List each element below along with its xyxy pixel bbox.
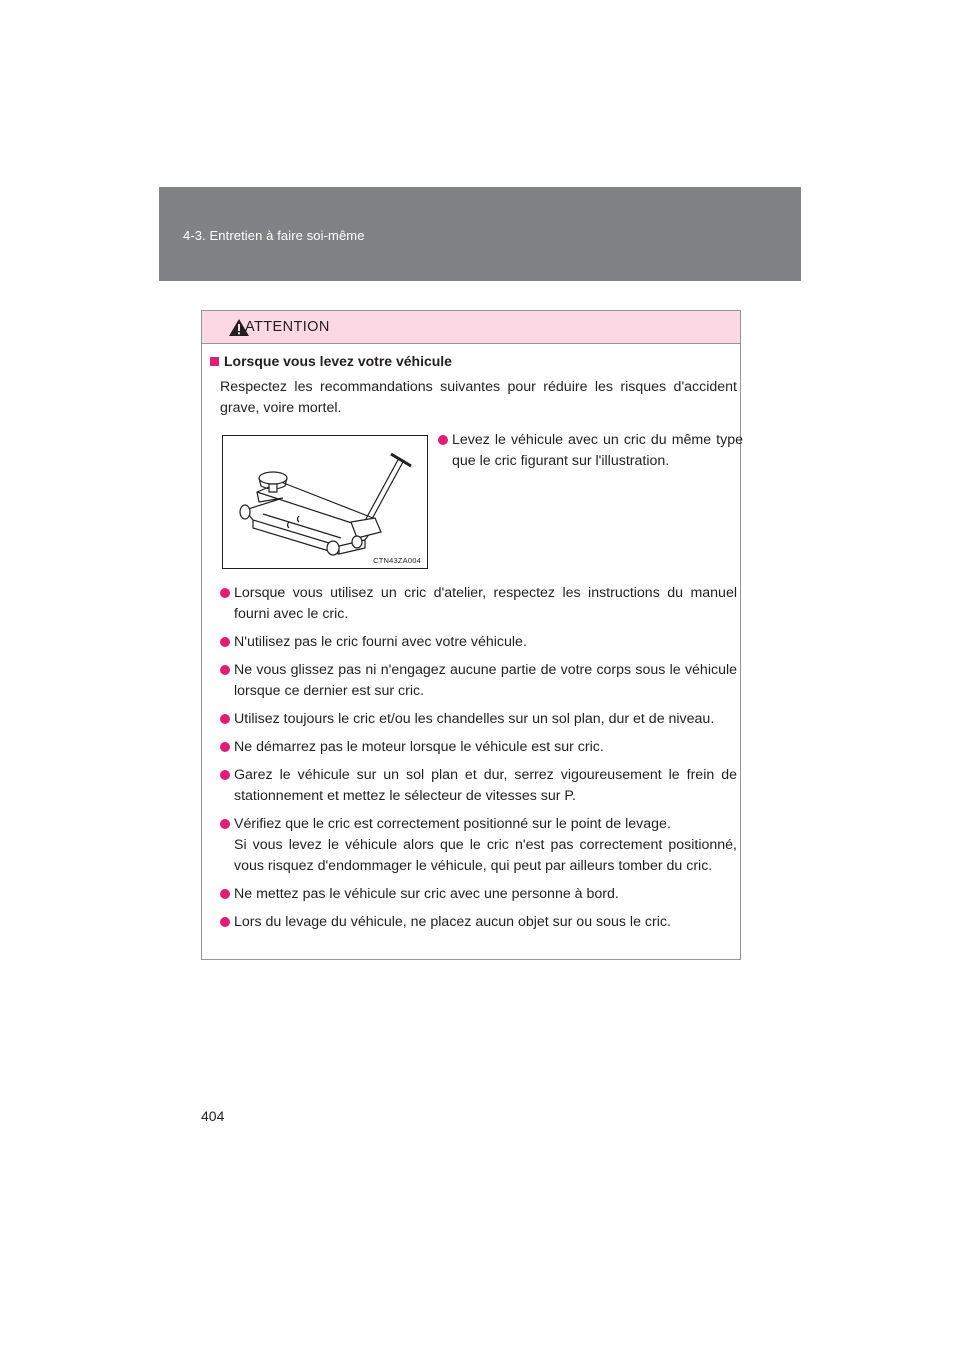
warning-header <box>202 311 740 344</box>
list-item <box>220 884 737 905</box>
bullet-text: Ne vous glissez pas ni n'engagez aucune partie de votre corps sous le véhicule lorsque ce dernier est sur cric. <box>234 662 737 699</box>
subsection-heading <box>210 353 452 369</box>
bullet-text: N'utilisez pas le cric fourni avec votre véhicule. <box>234 634 527 650</box>
bullet-text: Lorsque vous utilisez un cric d'atelier, respectez les instructions du manuel fourni avec le cric. <box>234 585 737 622</box>
bullet-continuation-text: Si vous levez le véhicule alors que le cric n'est pas correctement positionné, vous risquez d'endommager le véhicule, qui peut par ailleurs tomber du cric. <box>234 837 737 874</box>
list-item <box>220 709 737 730</box>
bullet-icon <box>438 435 448 445</box>
list-item <box>220 765 737 807</box>
bullet-icon <box>220 770 230 780</box>
bullet-icon <box>220 665 230 675</box>
bullet-text: Ne démarrez pas le moteur lorsque le véhicule est sur cric. <box>234 739 604 755</box>
warning-title: ATTENTION <box>245 319 330 335</box>
page-number: 404 <box>201 1108 225 1124</box>
list-item <box>220 814 737 877</box>
bullet-icon <box>220 819 230 829</box>
bullet-icon <box>220 889 230 899</box>
bullet-text: Levez le véhicule avec un cric du même type que le cric figurant sur l'illustration. <box>452 432 743 469</box>
floor-jack-icon <box>223 436 427 568</box>
bullet-text: Garez le véhicule sur un sol plan et dur, serrez vigoureusement le frein de stationnement et mettez le sélecteur de vitesses sur P. <box>234 767 737 804</box>
square-bullet-icon <box>210 357 219 366</box>
figure-code: CTN43ZA004 <box>373 556 421 565</box>
intro-text: Respectez les recommandations suivantes pour réduire les risques d'accident grave, voire mortel. <box>220 379 737 416</box>
section-title: 4-3. Entretien à faire soi-même <box>183 228 365 243</box>
bullet-icon <box>220 637 230 647</box>
bullet-text: Ne mettez pas le véhicule sur cric avec une personne à bord. <box>234 886 619 902</box>
bullet-text: Lors du levage du véhicule, ne placez aucun objet sur ou sous le cric. <box>234 914 671 930</box>
bullet-icon <box>220 714 230 724</box>
bullet-icon <box>220 588 230 598</box>
subsection-title: Lorsque vous levez votre véhicule <box>224 353 452 369</box>
list-item <box>220 737 737 758</box>
list-item <box>220 912 737 933</box>
bullet-text: Vérifiez que le cric est correctement positionné sur le point de levage. <box>234 816 671 832</box>
list-item <box>220 632 737 653</box>
bullet-icon <box>220 917 230 927</box>
bullet-item-side <box>438 430 743 472</box>
list-item <box>220 660 737 702</box>
bullet-text: Utilisez toujours le cric et/ou les chandelles sur un sol plan, dur et de niveau. <box>234 711 715 727</box>
header-band <box>159 187 801 281</box>
list-item <box>220 583 737 625</box>
jack-illustration <box>222 435 428 569</box>
bullet-list <box>220 583 737 940</box>
warning-box <box>201 310 741 960</box>
bullet-icon <box>220 742 230 752</box>
